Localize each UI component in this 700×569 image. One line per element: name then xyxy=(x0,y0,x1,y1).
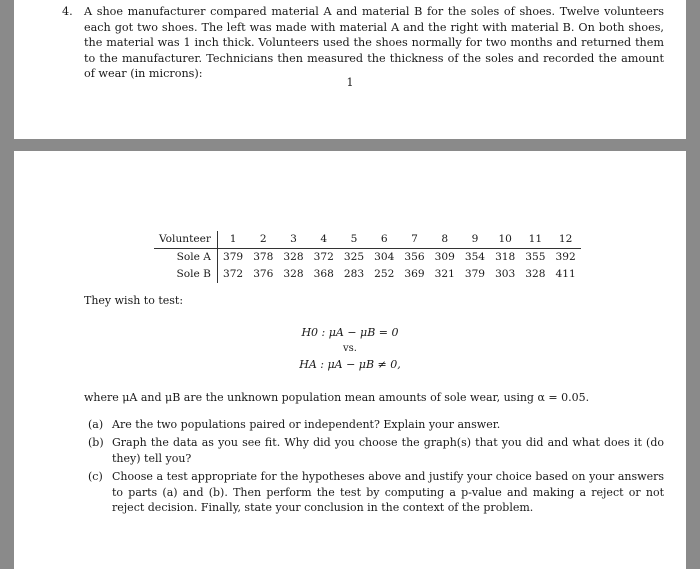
table-cell: 3 xyxy=(278,231,308,249)
test-intro: They wish to test: xyxy=(84,294,184,307)
page-number: 1 xyxy=(346,76,354,89)
table-cell: 11 xyxy=(520,231,550,249)
problem-text: A shoe manufacturer compared material A and material B for the soles of shoes. Twelve volunteers each got two shoes. The left was made with material A and the right with material B. On both shoes, the material was 1 inch thick. Volunteers used the shoes normally for two months and returned them to the manufacturer. Technicians then measured the thickness of the soles and recorded the amount of wear (in microns): xyxy=(84,5,664,81)
table-row-sole-a xyxy=(154,249,581,267)
table-cell: 304 xyxy=(374,251,395,263)
part-text: Choose a test appropriate for the hypotheses above and justify your choice based on your answers to parts (a) and (b). Then perform the test by computing a p-value and making a reject or not reject decision. Finally, state your conclusion in the context of the problem. xyxy=(112,470,664,515)
part-text: Graph the data as you see fit. Why did you choose the graph(s) that you did and what does it (do they) tell you? xyxy=(112,436,664,465)
table-cell: 328 xyxy=(283,268,304,280)
table-cell: 368 xyxy=(313,268,334,280)
table-cell: 12 xyxy=(551,231,581,249)
alternative-hypothesis: HA : μA − μB ≠ 0, xyxy=(299,358,401,371)
problem-intro xyxy=(62,4,664,82)
question-parts xyxy=(84,417,664,518)
table-cell: 283 xyxy=(343,268,365,280)
part-label: (a) xyxy=(88,418,104,431)
part-a xyxy=(84,417,664,432)
table-cell: 321 xyxy=(434,268,455,280)
where-statement: where μA and μB are the unknown population mean amounts of sole wear, using α = 0.05. xyxy=(84,391,590,404)
table-cell: 9 xyxy=(460,231,490,249)
table-cell: 5 xyxy=(339,231,369,249)
table-cell: 379 xyxy=(222,251,244,263)
table-cell: 354 xyxy=(464,251,486,263)
page-bottom xyxy=(14,151,686,569)
table-cell: 309 xyxy=(434,251,455,263)
part-b xyxy=(84,435,664,466)
table-cell: 10 xyxy=(490,231,520,249)
header-label: Volunteer xyxy=(154,231,217,249)
table-cell: 8 xyxy=(430,231,460,249)
table-cell: 328 xyxy=(525,268,546,280)
table-cell: 303 xyxy=(495,268,516,280)
table-cell: 392 xyxy=(555,251,576,263)
problem-number: 4. xyxy=(62,5,73,18)
part-text: Are the two populations paired or independent? Explain your answer. xyxy=(112,418,501,431)
table-cell: 325 xyxy=(343,251,365,263)
table-cell: 378 xyxy=(253,251,274,263)
wear-data-table xyxy=(154,231,581,283)
row-label: Sole B xyxy=(154,266,217,283)
table-cell: 6 xyxy=(369,231,399,249)
table-header-row xyxy=(154,231,581,249)
table-cell: 2 xyxy=(248,231,278,249)
table-cell: 252 xyxy=(374,268,395,280)
part-label: (c) xyxy=(88,470,103,484)
table-cell: 369 xyxy=(404,268,425,280)
table-cell: 1 xyxy=(217,231,248,249)
page-top xyxy=(14,0,686,139)
table-cell: 372 xyxy=(222,268,244,280)
part-label: (b) xyxy=(88,436,104,450)
table-cell: 7 xyxy=(399,231,429,249)
table-cell: 356 xyxy=(404,251,425,263)
table-cell: 411 xyxy=(555,268,576,280)
table-cell: 328 xyxy=(283,251,304,263)
table-cell: 355 xyxy=(525,251,546,263)
row-label: Sole A xyxy=(154,249,217,267)
table-cell: 376 xyxy=(253,268,274,280)
table-cell: 372 xyxy=(313,251,334,263)
hypothesis-vs: vs. xyxy=(343,343,357,354)
table-cell: 4 xyxy=(309,231,339,249)
table-cell: 318 xyxy=(495,251,516,263)
part-c xyxy=(84,469,664,515)
table-row-sole-b xyxy=(154,266,581,283)
table-cell: 379 xyxy=(464,268,486,280)
null-hypothesis: H0 : μA − μB = 0 xyxy=(301,326,399,339)
